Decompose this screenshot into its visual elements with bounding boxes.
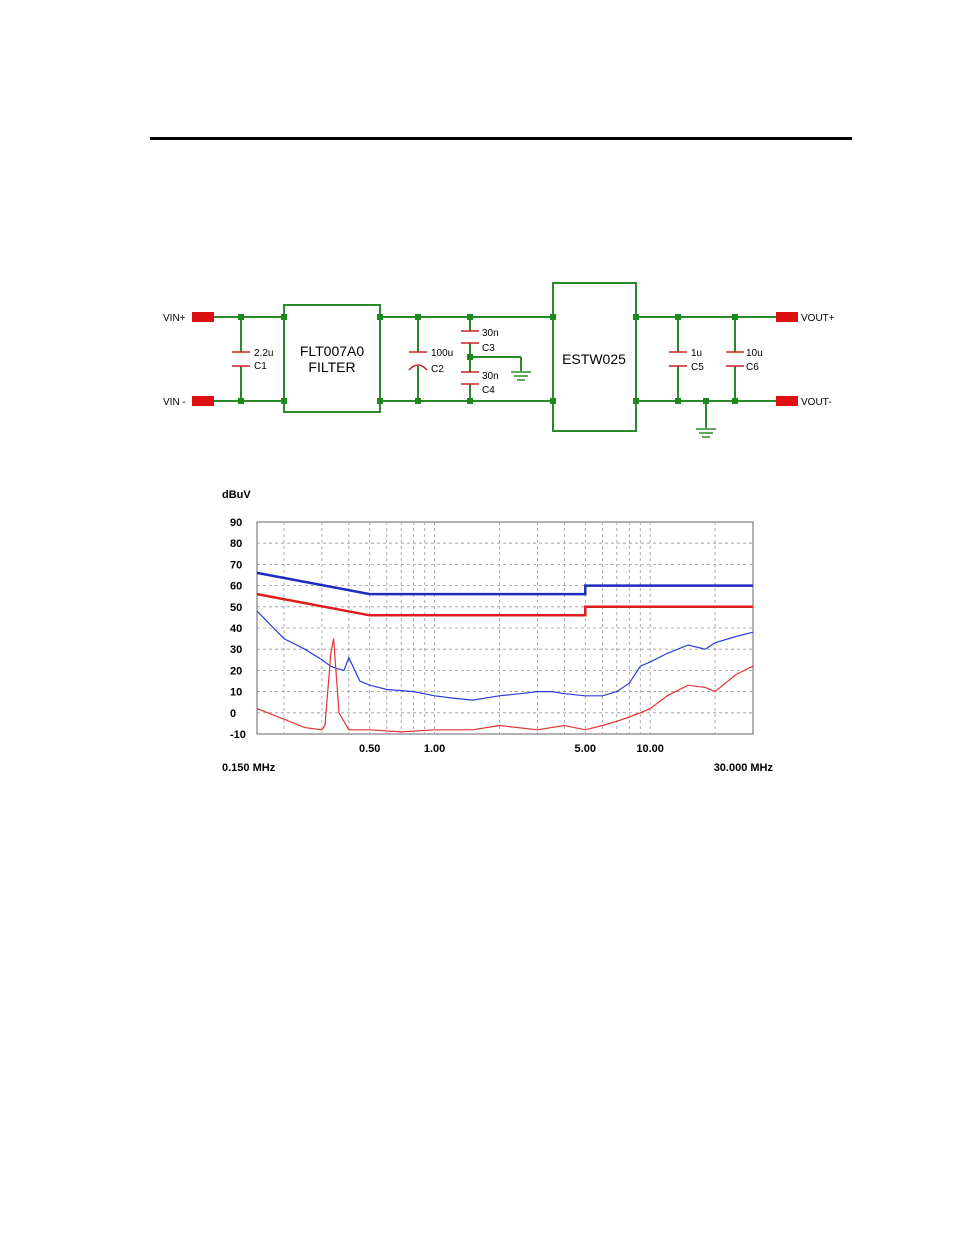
vin-neg-label: VIN -: [163, 397, 186, 408]
y-tick-label: 70: [230, 559, 243, 572]
vin-pos-label: VIN+: [163, 313, 186, 324]
c4-value: 30n: [482, 371, 499, 382]
y-tick-label: 60: [230, 580, 243, 593]
c2-ref: C2: [431, 364, 444, 375]
c5-ref: C5: [691, 362, 704, 373]
c6-ref: C6: [746, 362, 759, 373]
c1-value: 2.2u: [254, 348, 274, 359]
filter-name: FLT007A0: [299, 343, 365, 359]
x-tick-label: 0.50: [358, 743, 381, 755]
y-tick-label: 30: [230, 644, 243, 657]
vout-neg-label: VOUT-: [801, 397, 832, 408]
y-tick-label: 0: [230, 707, 237, 720]
y-tick-label: 10: [230, 686, 243, 699]
y-tick-label: -10: [230, 729, 246, 741]
x-end-label: 30.000 MHz: [713, 762, 773, 774]
c3-value: 30n: [482, 328, 499, 339]
y-tick-label: 90: [230, 517, 243, 529]
x-start-label: 0.150 MHz: [222, 762, 276, 774]
x-tick-label: 10.00: [636, 743, 664, 755]
y-tick-label: 50: [230, 601, 243, 614]
y-tick-label: 80: [230, 538, 243, 551]
c6-value: 10u: [746, 348, 763, 359]
y-tick-label: 40: [230, 623, 243, 635]
x-tick-label: 1.00: [423, 743, 446, 755]
c1-ref: C1: [254, 361, 267, 372]
x-tick-labels: [359, 743, 664, 755]
converter-name: ESTW025: [562, 351, 626, 367]
y-axis-label: dBuV: [222, 489, 251, 501]
y-tick-labels: [230, 517, 246, 741]
c3-ref: C3: [482, 343, 495, 354]
c2-value: 100u: [431, 348, 454, 359]
y-tick-label: 20: [230, 665, 243, 678]
c4-ref: C4: [482, 385, 495, 396]
vout-pos-label: VOUT+: [801, 313, 835, 324]
filter-sub: FILTER: [308, 359, 356, 375]
c5-value: 1u: [691, 348, 703, 359]
x-tick-label: 5.00: [574, 743, 596, 755]
